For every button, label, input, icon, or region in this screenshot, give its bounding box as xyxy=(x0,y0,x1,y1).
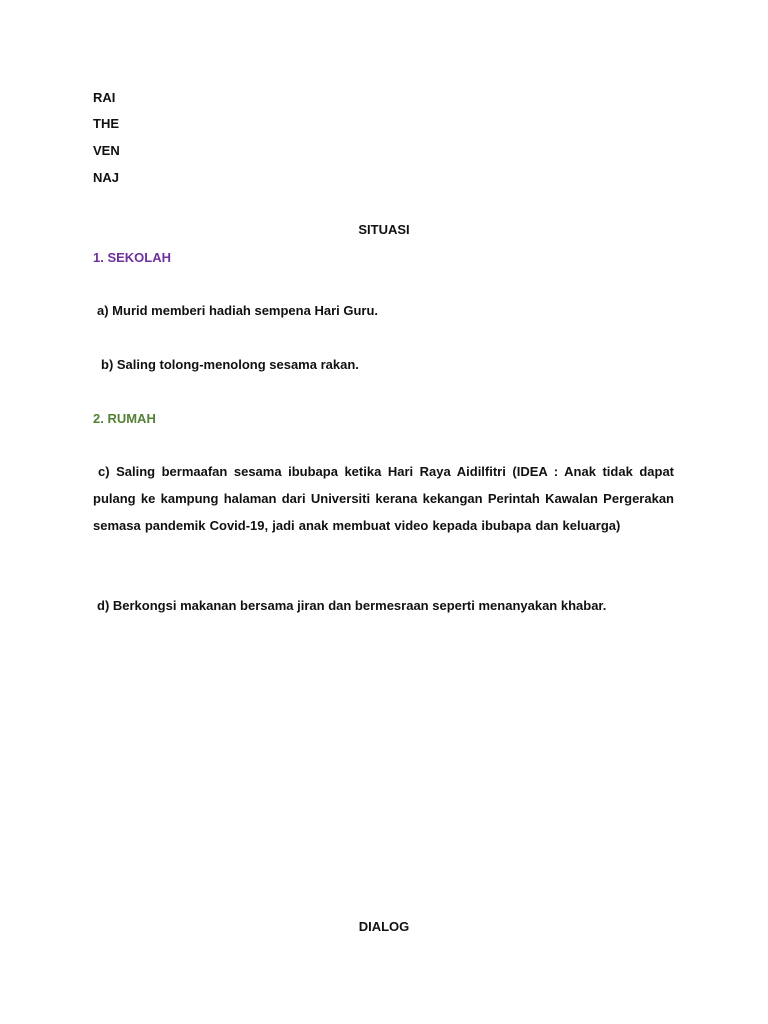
member-name: THE xyxy=(93,116,119,131)
section-heading-sekolah: 1. SEKOLAH xyxy=(93,250,172,265)
list-item: a) Murid memberi hadiah sempena Hari Guru. xyxy=(97,303,379,318)
list-item: d) Berkongsi makanan bersama jiran dan bermesraan seperti menanyakan khabar. xyxy=(97,598,607,613)
member-name: RAI xyxy=(93,90,116,105)
section-heading-rumah: 2. RUMAH xyxy=(93,411,156,426)
member-name: NAJ xyxy=(93,170,120,185)
situasi-heading: SITUASI xyxy=(358,222,410,237)
dialog-heading: DIALOG xyxy=(358,919,410,934)
list-item: c) Saling bermaafan sesama ibubapa ketika Hari Raya Aidilfitri (IDEA : Anak tidak dapat pulang ke kampung halaman dari Universiti kerana kekangan Perintah Kawalan Pergerakan semasa pandemik Covid-19, jadi anak membuat video kepada ibubapa dan keluarga) xyxy=(93,464,674,533)
member-name: VEN xyxy=(93,143,120,158)
list-item: b) Saling tolong-menolong sesama rakan. xyxy=(101,357,359,372)
